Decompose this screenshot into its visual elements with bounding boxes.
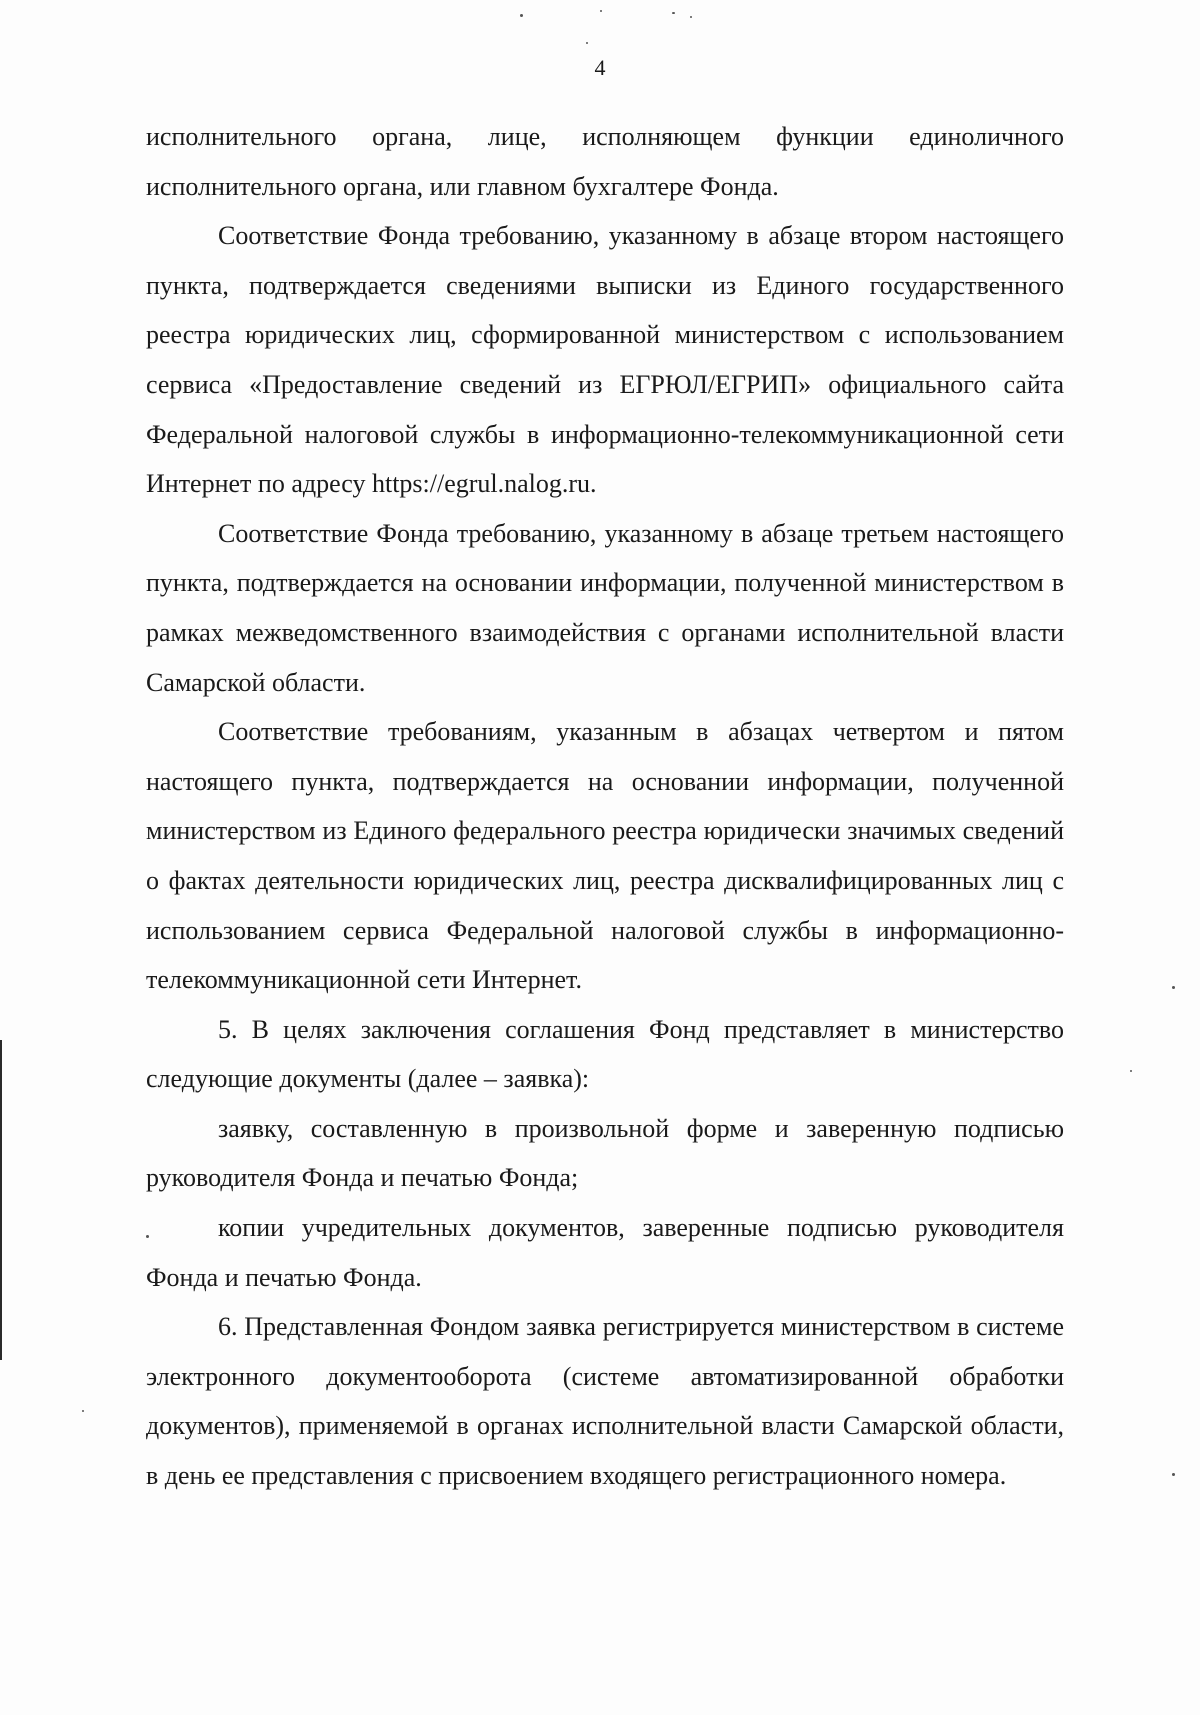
- paragraph-7: копии учредительных документов, заверенные подписью руководителя Фонда и печатью Фонда.: [146, 1213, 1064, 1292]
- paragraph-3: Соответствие Фонда требованию, указанному в абзаце третьем настоящего пункта, подтверждается на основании информации, полученной министерством в рамках межведомственного взаимодействия с органами исполнительной власти Самарской области.: [146, 518, 1064, 697]
- scan-edge-line: [0, 1040, 2, 1360]
- paragraph-8: 6. Представленная Фондом заявка регистрируется министерством в системе электронного документооборота (системе автоматизированной обработки документов), применяемой в органах исполнительной власти Самарской области, в день ее представления с присвоением входящего регистрационного номера.: [146, 1312, 1064, 1491]
- document-body: [146, 112, 1064, 1501]
- paragraph-4: Соответствие требованиям, указанным в абзацах четвертом и пятом настоящего пункта, подтверждается на основании информации, полученной министерством из Единого федерального реестра юридически значимых сведений о фактах деятельности юридических лиц, реестра дисквалифицированных лиц с использованием сервиса Федеральной налоговой службы в информационно-телекоммуникационной сети Интернет.: [146, 717, 1064, 995]
- paragraph-2: Соответствие Фонда требованию, указанному в абзаце втором настоящего пункта, подтверждается сведениями выписки из Единого государственного реестра юридических лиц, сформированной министерством с использованием сервиса «Предоставление сведений из ЕГРЮЛ/ЕГРИП» официального сайта Федеральной налоговой службы в информационно-телекоммуникационной сети Интернет по адресу https://egrul.nalog.ru.: [146, 221, 1064, 499]
- scan-speck: [520, 14, 523, 17]
- scan-speck: [672, 12, 675, 14]
- scan-speck: [82, 1410, 84, 1412]
- paragraph-6: заявку, составленную в произвольной форме и заверенную подписью руководителя Фонда и печатью Фонда;: [146, 1113, 1064, 1193]
- scan-speck: [600, 10, 602, 12]
- paragraph-1: исполнительного органа, лице, исполняющем функции единоличного исполнительного органа, или главном бухгалтере Фонда.: [146, 122, 1064, 201]
- paragraph-5: 5. В целях заключения соглашения Фонд представляет в министерство следующие документы (далее – заявка):: [146, 1014, 1064, 1094]
- scan-speck: [1172, 1473, 1175, 1476]
- scan-speck: [1172, 986, 1175, 989]
- scan-speck: [586, 42, 588, 44]
- page-number: 4: [594, 55, 606, 80]
- scan-speck: [690, 16, 692, 18]
- scan-speck: [146, 1235, 149, 1238]
- scan-speck: [1130, 1070, 1132, 1072]
